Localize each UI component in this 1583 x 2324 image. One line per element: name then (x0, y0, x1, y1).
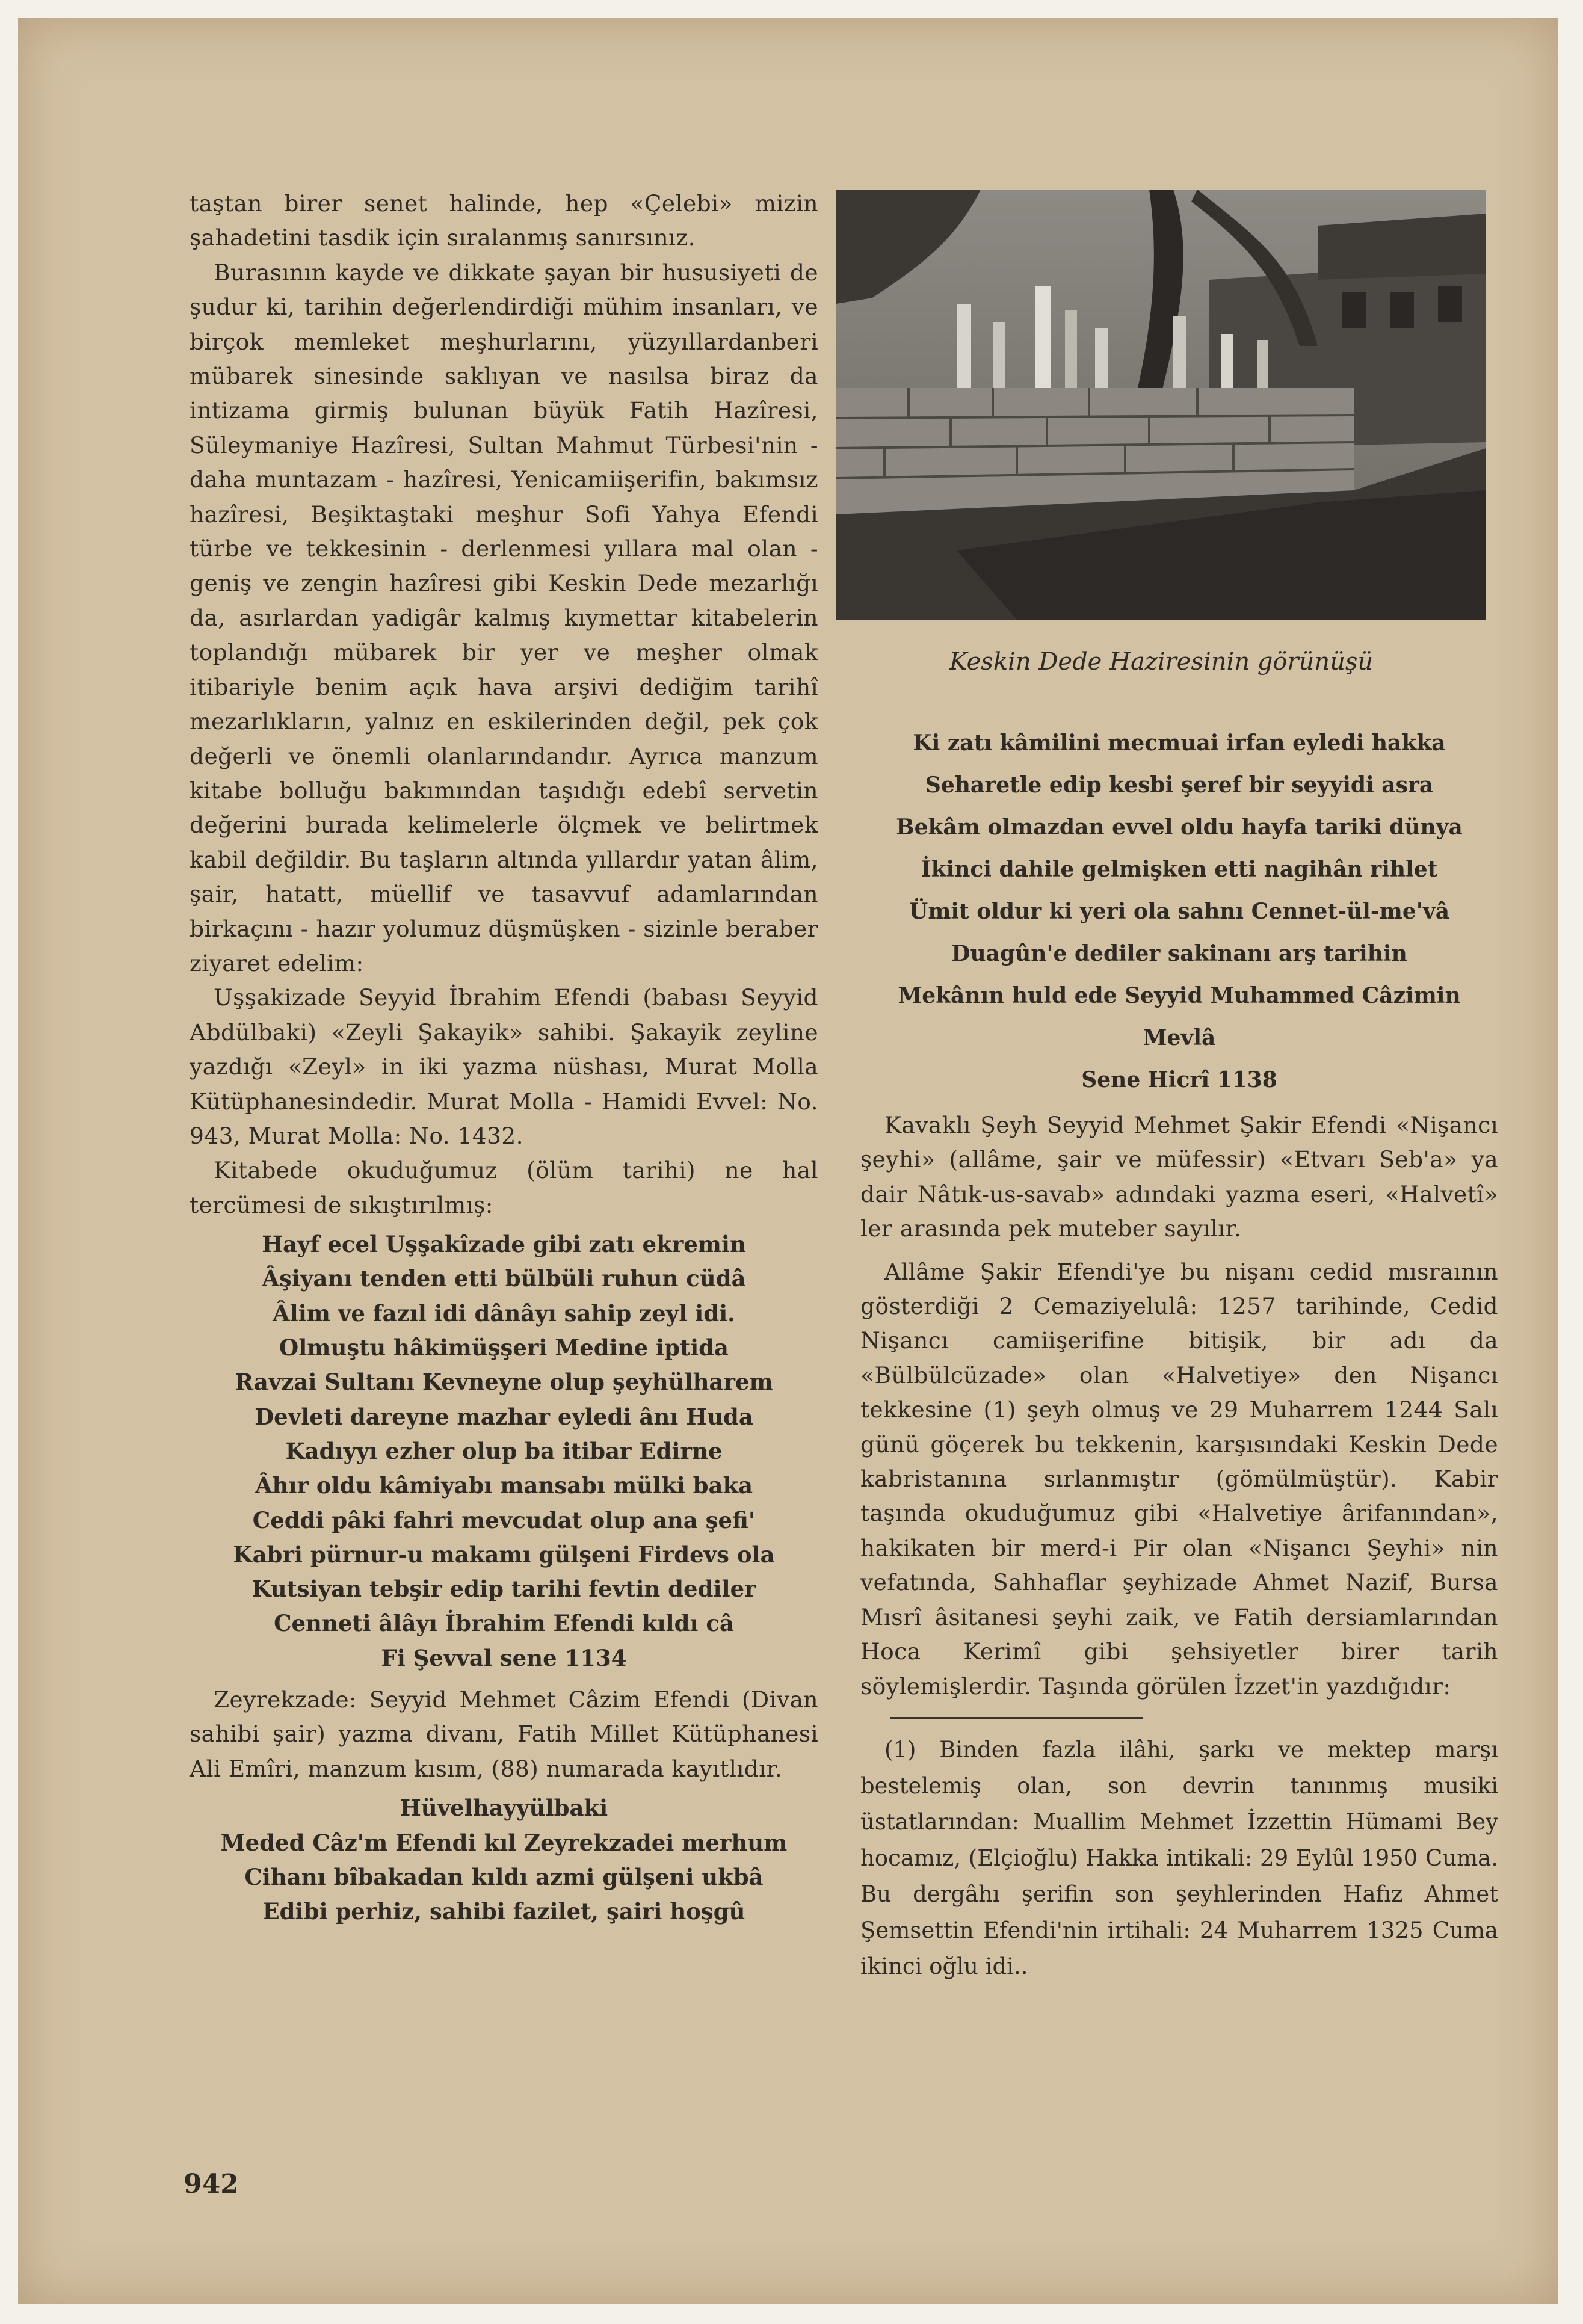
verse-line: Fi Şevval sene 1134 (381, 1644, 627, 1671)
verse-line: Sene Hicrî 1138 (1081, 1067, 1277, 1093)
verse-line: Hayf ecel Uşşakîzade gibi zatı ekremin (262, 1231, 746, 1258)
verse-line: Âhır oldu kâmiyabı mansabı mülki baka (255, 1472, 753, 1499)
paragraph: Kitabede okuduğumuz (ölüm tarihi) ne hal tercümesi de sıkıştırılmış: (190, 1157, 818, 1218)
verse-line: Ceddi pâki fahri mevcudat olup ana şefi' (252, 1506, 756, 1533)
paragraph: Uşşakizade Seyyid İbrahim Efendi (babası Seyyid Abdülbaki) «Zeyli Şakayik» sahibi. Şakayik zeyline yazdığı «Zeyl» in iki yazma nüshası, Murat Molla Kütüphanesindedir. Murat Molla - Hamidi Evvel: No. 943, Murat Molla: No. 1432. (190, 984, 818, 1149)
footnote-divider (890, 1717, 1143, 1719)
paragraph: Zeyrekzade: Seyyid Mehmet Câzim Efendi (Divan sahibi şair) yazma divanı, Fatih Millet Kütüphanesi Ali Emîri, manzum kısım, (88) numarada kayıtlıdır. (190, 1686, 818, 1782)
paragraph: Burasının kayde ve dikkate şayan bir hususiyeti de şudur ki, tarihin değerlendirdiği mühim insanları, ve birçok memleket meşhurlarını, yüzyıllardanberi mübarek sinesinde saklıyan ve nasılsa biraz da intizama girmiş bulunan büyük Fatih Hazîresi, Süleymaniye Hazîresi, Sultan Mahmut Türbesi'nin - daha muntazam - hazîresi, Yenicamiişerifin, bakımsız hazîresi, Beşiktaştaki meşhur Sofi Yahya Efendi türbe ve tekkesinin - derlenmesi yıllara mal olan - geniş ve zengin hazîresi gibi Keskin Dede mezarlığı da, asırlardan yadigâr kalmış kıymettar kitabelerin toplandığı mübarek bir yer ve meşher olmak itibariyle benim açık hava arşivi dediğim tarihî mezarlıkların, yalnız en eskilerinden değil, pek çok değerli ve önemli olanlarındandır. Ayrıca manzum kitabe bolluğu bakımından taşıdığı edebî servetin değerini burada kelimelerle ölçmek ve belirtmek kabil değildir. Bu taşların altında yıllardır yatan âlim, şair, hatatt, müellif ve tasavvuf adamlarından birkaçını - hazır yolumuz düşmüşken - sizinle beraber ziyaret edelim: (190, 259, 818, 976)
left-column (190, 186, 818, 1936)
verse-line: Edibi perhiz, sahibi fazilet, şairi hoşgû (262, 1898, 745, 1925)
verse-line: Meded Câz'm Efendi kıl Zeyrekzadei merhum (220, 1829, 788, 1856)
verse-line: Duagûn'e dediler sakinanı arş tarihin (951, 941, 1407, 966)
verse-line: Devleti dareyne mazhar eyledi ânı Huda (255, 1403, 753, 1430)
verse-line: Kabri pürnur-u makamı gülşeni Firdevs ola (233, 1541, 775, 1568)
verse-line: İkinci dahile gelmişken etti nagihân rihlet (921, 857, 1438, 882)
verse-line: Ki zatı kâmilini mecmuai irfan eyledi hakka (913, 730, 1446, 756)
epitaph-verse (190, 1791, 818, 1929)
verse-line: Cihanı bîbakadan kıldı azmi gülşeni ukbâ (244, 1863, 764, 1890)
verse-line: Seharetle edip kesbi şeref bir seyyidi asra (925, 772, 1434, 798)
right-column (860, 656, 1498, 1985)
verse-line: Âşiyanı tenden etti bülbüli ruhun cüdâ (262, 1265, 746, 1292)
epitaph-verse (190, 1227, 818, 1675)
magazine-page (18, 18, 1558, 2304)
paragraph: Kavaklı Şeyh Seyyid Mehmet Şakir Efendi «Nişancı şeyhi» (allâme, şair ve müfessir) «Etvarı Seb'a» ya dair Nâtık-us-savab» adındaki yazma eseri, «Halvetî» ler arasında pek muteber sayılır. (860, 1112, 1498, 1242)
page-number: 942 (184, 2169, 239, 2199)
verse-line: Âlim ve fazıl idi dânâyı sahip zeyl idi. (272, 1299, 736, 1327)
verse-line: Kutsiyan tebşir edip tarihi fevtin dediler (251, 1576, 756, 1603)
verse-line: Kadıyyı ezher olup ba itibar Edirne (285, 1437, 723, 1464)
verse-line: Mekânın huld ede Seyyid Muhammed Câzimin (898, 983, 1461, 1008)
verse-line: Ravzai Sultanı Kevneyne olup şeyhülharem (235, 1369, 773, 1396)
verse-line: Hüvelhayyülbaki (400, 1795, 608, 1822)
cemetery-photo (836, 190, 1486, 620)
footnote: (1) Binden fazla ilâhi, şarkı ve mektep marşı bestelemiş olan, son devrin tanınmış musiki üstatlarından: Muallim Mehmet İzzettin Hümami Bey hocamız, (Elçioğlu) Hakka intikali: 29 Eylûl 1950 Cuma. Bu dergâhı şerifin son şeyhlerinden Hafız Ahmet Şemsettin Efendi'nin irtihali: 24 Muharrem 1325 Cuma ikinci oğlu idi.. (860, 1736, 1498, 1979)
verse-line: Olmuştu hâkimüşşeri Medine iptida (279, 1334, 729, 1361)
photo-caption: Keskin Dede Haziresinin görünüşü (949, 648, 1374, 676)
verse-line: Bekâm olmazdan evvel oldu hayfa tariki dünya (896, 815, 1463, 840)
paragraph: taştan birer senet halinde, hep «Çelebi» mizin şahadetini tasdik için sıralanmış sanırsınız. (190, 190, 818, 251)
verse-line: Cenneti âlâyı İbrahim Efendi kıldı câ (274, 1610, 734, 1637)
paragraph: Allâme Şakir Efendi'ye bu nişanı cedid mısraının gösterdiği 2 Cemaziyelulâ: 1257 tarihinde, Cedid Nişancı camiişerifine bitişik, bir adı da «Bülbülcüzade» olan «Halvetiye» den Nişancı tekkesine (1) şeyh olmuş ve 29 Muharrem 1244 Salı günü göçerek bu tekkenin, karşısındaki Keskin Dede kabristanına sırlanmıştır (gömülmüştür). Kabir taşında okuduğumuz gibi «Halvetiye ârifanından», hakikaten bir merd-i Pir olan «Nişancı Şeyhi» nin vefatında, Sahhaflar şeyhizade Ahmet Nazif, Bursa Mısrî âsitanesi şeyhi zaik, ve Fatih dersiamlarından Hoca Kerimî gibi şehsiyetler birer tarih söylemişlerdir. Taşında görülen İzzet'in yazdığıdır: (860, 1258, 1498, 1700)
verse-line: Ümit oldur ki yeri ola sahnı Cennet-ül-me'vâ (909, 899, 1450, 924)
verse-line: Mevlâ (1143, 1025, 1216, 1050)
epitaph-verse (860, 722, 1498, 1101)
